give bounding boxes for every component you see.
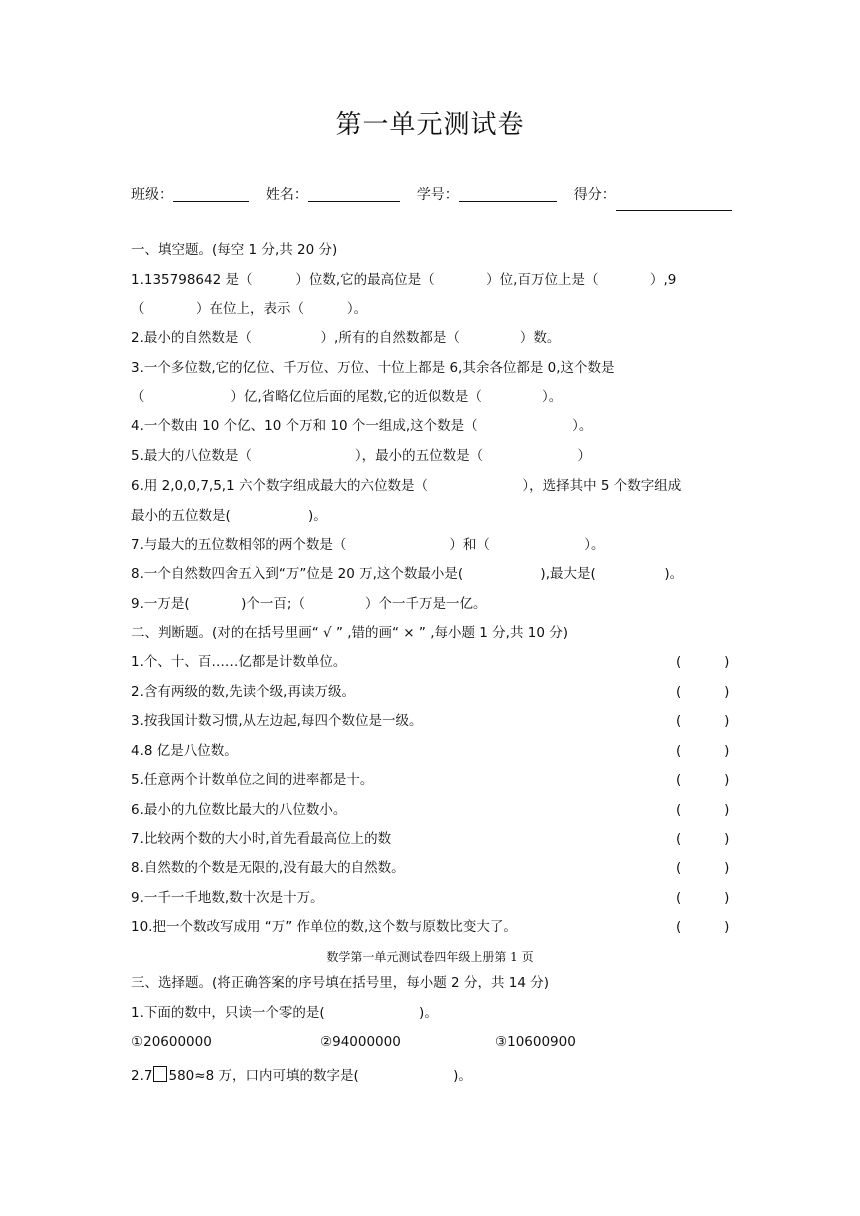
q2-prefix: 2.7 bbox=[131, 1068, 153, 1084]
fill-line-11: 8.一个自然数四舍五入到“万”位是 20 万,这个数最小是( ),最大是( )。 bbox=[131, 566, 684, 582]
judge-item-7: 7.比较两个数的大小时,首先看最高位上的数 bbox=[131, 831, 392, 847]
judge-item-9: 9.一千一千地数,数十次是十万。 bbox=[131, 890, 324, 906]
digit-box[interactable] bbox=[153, 1066, 167, 1082]
student-info-row bbox=[131, 184, 732, 211]
judge-answer-9[interactable]: ( ) bbox=[676, 890, 730, 906]
judge-item-8: 8.自然数的个数是无限的,没有最大的自然数。 bbox=[131, 860, 405, 876]
choice-option-1[interactable]: ①20600000 bbox=[131, 1034, 212, 1050]
judge-answer-2[interactable]: ( ) bbox=[676, 684, 730, 700]
section1-heading: 一、填空题。(每空 1 分,共 20 分) bbox=[131, 242, 338, 258]
section3-heading: 三、选择题。(将正确答案的序号填在括号里，每小题 2 分，共 14 分) bbox=[131, 975, 549, 991]
fill-line-4: 3.一个多位数,它的亿位、千万位、万位、十位上都是 6,其余各位都是 0,这个数是 bbox=[131, 360, 615, 376]
choice-option-2[interactable]: ②94000000 bbox=[320, 1034, 401, 1050]
choice-question-2 bbox=[131, 1066, 472, 1086]
fill-line-2: （ ）在位上，表示（ ）。 bbox=[131, 301, 368, 317]
fill-line-1: 1.135798642 是（ ）位数,它的最高位是（ ）位,百万位上是（ ）,9 bbox=[131, 272, 677, 288]
judge-answer-7[interactable]: ( ) bbox=[676, 831, 730, 847]
id-blank[interactable] bbox=[459, 186, 557, 202]
page-footer: 数学第一单元测试卷四年级上册第 1 页 bbox=[326, 950, 534, 964]
q2-suffix: 580≈8 万，口内可填的数字是( )。 bbox=[168, 1068, 472, 1084]
judge-answer-8[interactable]: ( ) bbox=[676, 860, 730, 876]
judge-answer-10[interactable]: ( ) bbox=[676, 919, 730, 935]
judge-item-4: 4.8 亿是八位数。 bbox=[131, 743, 238, 759]
fill-line-6: 4.一个数由 10 个亿、10 个万和 10 个一组成,这个数是（ ）。 bbox=[131, 418, 593, 434]
class-blank[interactable] bbox=[173, 186, 249, 202]
class-label: 班级： bbox=[131, 187, 173, 203]
judge-answer-5[interactable]: ( ) bbox=[676, 772, 730, 788]
judge-answer-6[interactable]: ( ) bbox=[676, 802, 730, 818]
fill-line-10: 7.与最大的五位数相邻的两个数是（ ）和（ ）。 bbox=[131, 537, 605, 553]
choice-question-1: 1.下面的数中，只读一个零的是( )。 bbox=[131, 1005, 438, 1021]
fill-line-9: 最小的五位数是( )。 bbox=[131, 508, 327, 524]
judge-item-5: 5.任意两个计数单位之间的进率都是十。 bbox=[131, 772, 374, 788]
judge-answer-4[interactable]: ( ) bbox=[676, 743, 730, 759]
judge-answer-1[interactable]: ( ) bbox=[676, 654, 730, 670]
choice-option-3[interactable]: ③10600900 bbox=[495, 1034, 576, 1050]
fill-line-5: （ ）亿,省略亿位后面的尾数,它的近似数是（ ）。 bbox=[131, 389, 563, 405]
section2-heading: 二、判断题。(对的在括号里画“ √ ” ,错的画“ × ” ,每小题 1 分,共 10 分) bbox=[131, 625, 568, 641]
page-title: 第一单元测试卷 bbox=[335, 110, 525, 140]
fill-line-8: 6.用 2,0,0,7,5,1 六个数字组成最大的六位数是（ ），选择其中 5 个数字组成 bbox=[131, 478, 682, 494]
judge-item-3: 3.按我国计数习惯,从左边起,每四个数位是一级。 bbox=[131, 713, 423, 729]
name-blank[interactable] bbox=[308, 186, 400, 202]
judge-item-10: 10.把一个数改写成用 “万” 作单位的数,这个数与原数比变大了。 bbox=[131, 919, 517, 935]
name-label: 姓名： bbox=[265, 187, 308, 203]
fill-line-7: 5.最大的八位数是（ ），最小的五位数是（ ） bbox=[131, 448, 592, 464]
fill-line-3: 2.最小的自然数是（ ）,所有的自然数都是（ ）数。 bbox=[131, 330, 561, 346]
judge-item-1: 1.个、十、百……亿都是计数单位。 bbox=[131, 654, 347, 670]
judge-item-6: 6.最小的九位数比最大的八位数小。 bbox=[131, 802, 347, 818]
score-label: 得分： bbox=[573, 187, 616, 203]
id-label: 学号： bbox=[416, 187, 459, 203]
judge-answer-3[interactable]: ( ) bbox=[676, 713, 730, 729]
judge-item-2: 2.含有两级的数,先读个级,再读万级。 bbox=[131, 684, 355, 700]
fill-line-12: 9.一万是( )个一百;（ ）个一千万是一亿。 bbox=[131, 596, 487, 612]
score-blank[interactable] bbox=[616, 195, 732, 211]
